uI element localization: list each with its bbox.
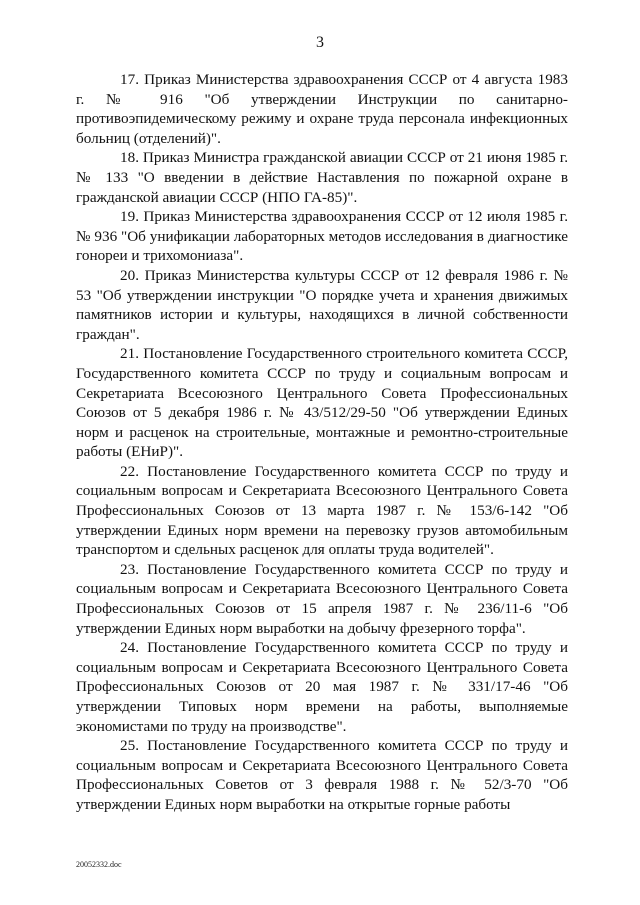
list-item-20: 20. Приказ Министерства культуры СССР от 12 февраля 1986 г. № 53 "Об утверждении инструкции "О порядке учета и хранения движимых памятников истории и культуры, находящихся в личной собственности граждан". [76, 266, 568, 343]
list-item-21: 21. Постановление Государственного строительного комитета СССР, Государственного комитета СССР по труду и социальным вопросам и Секретариата Всесоюзного Центрального Совета Профессиональных Союзов от 5 декабря 1986 г. № 43/512/29-50 "Об утверждении Единых норм и расценок на строительные, монтажные и ремонтно-строительные работы (ЕНиР)". [76, 345, 568, 461]
list-item-17: 17. Приказ Министерства здравоохранения СССР от 4 августа 1983 г. № 916 "Об утверждении Инструкции по санитарно-противоэпидемическому режиму и охране труда персонала инфекционных больниц (отделений)". [76, 71, 568, 147]
list-item-19: 19. Приказ Министерства здравоохранения СССР от 12 июля 1985 г. № 936 "Об унификации лабораторных методов исследования в диагностике гонореи и трихомониаза". [76, 208, 568, 265]
document-body [76, 70, 568, 815]
list-item-23: 23. Постановление Государственного комитета СССР по труду и социальным вопросам и Секретариата Всесоюзного Центрального Совета Профессиональных Союзов от 15 апреля 1987 г. № 236/11-6 "Об утверждении Единых норм выработки на добычу фрезерного торфа". [76, 560, 568, 637]
list-item-24: 24. Постановление Государственного комитета СССР по труду и социальным вопросам и Секретариата Всесоюзного Центрального Совета Профессиональных Союзов от 20 мая 1987 г. № 331/17-46 "Об утверждении Типовых норм времени на работы, выполняемые экономистами по труду на производстве". [76, 639, 568, 735]
file-name-footer: 20052332.doc [76, 860, 122, 869]
page-number: 3 [316, 34, 324, 51]
list-item-18: 18. Приказ Министра гражданской авиации СССР от 21 июня 1985 г. № 133 "О введении в действие Наставления по пожарной охране в гражданской авиации СССР (НПО ГА-85)". [76, 149, 568, 206]
list-item-25: 25. Постановление Государственного комитета СССР по труду и социальным вопросам и Секретариата Всесоюзного Центрального Совета Профессиональных Советов от 3 февраля 1988 г. № 52/3-70 "Об утверждении Единых норм выработки на открытые горные работы [76, 737, 568, 813]
list-item-22: 22. Постановление Государственного комитета СССР по труду и социальным вопросам и Секретариата Всесоюзного Центрального Совета Профессиональных Союзов от 13 марта 1987 г. № 153/6-142 "Об утверждении Единых норм времени на перевозку грузов автомобильным транспортом и сдельных расценок для оплаты труда водителей". [76, 462, 568, 559]
